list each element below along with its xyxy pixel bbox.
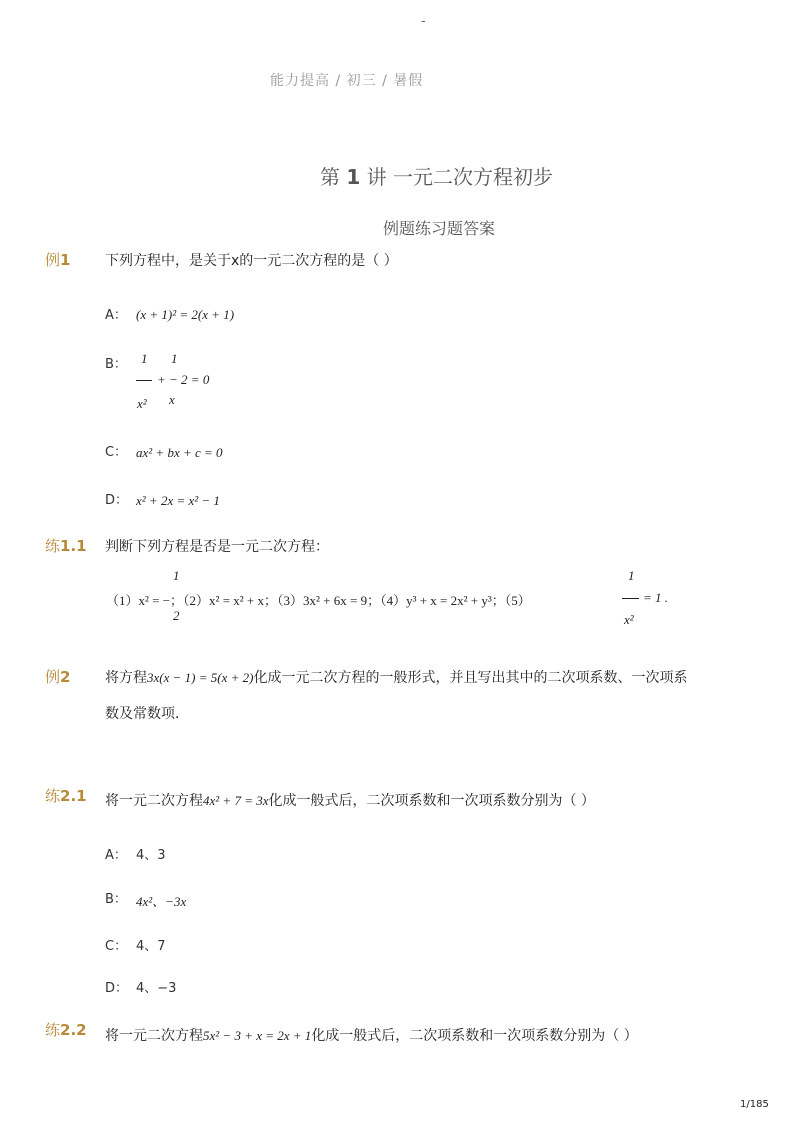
frac1-denominator: 2	[173, 608, 180, 623]
title-prefix: 第	[320, 165, 340, 189]
option-d-math: x² + 2x = x² − 1	[136, 493, 220, 508]
option-b-den1: x²	[137, 396, 147, 411]
practice-1-1-question: 判断下列方程是否是一元二次方程：	[105, 539, 329, 555]
frac1-numerator: 1	[173, 568, 180, 583]
example-1-label: 例1	[45, 251, 71, 269]
example-2-line-1: 将方程3x(x − 1) = 5(x + 2)化成一元二次方程的一般形式，并且写出其中的二次项系数、一次项系	[105, 670, 688, 686]
p21-option-a: 4、3	[136, 848, 166, 863]
p21-option-b: 4x²、−3x	[136, 894, 187, 909]
practice-2-2-question: 将一元二次方程5x² − 3 + x = 2x + 1化成一般式后，二次项系数和一次项系数分别为（ ）	[105, 1028, 638, 1044]
option-d-label: D：	[105, 493, 129, 508]
option-c-math: ax² + bx + c = 0	[136, 445, 223, 460]
option-a-math: (x + 1)² = 2(x + 1)	[136, 307, 235, 322]
option-c-label: C：	[105, 445, 128, 460]
practice-1-1-equations: （1）x² = −；（2）x² = x² + x；（3）3x² + 6x = 9；（4）y³ + x = 2x² + y³；（5）	[106, 593, 531, 608]
practice-2-2-label: 练2.2	[45, 1021, 87, 1039]
practice-1-1-tail: = 1 .	[643, 590, 669, 605]
p21-option-c-label: C：	[105, 939, 128, 954]
option-b-fraction-bar-1	[136, 380, 152, 381]
option-b-num2: 1	[171, 351, 178, 366]
frac2-numerator: 1	[628, 568, 635, 583]
page-title	[320, 161, 553, 190]
frac2-denominator: x²	[624, 612, 634, 627]
practice-2-1-label: 练2.1	[45, 787, 87, 805]
p21-option-c: 4、7	[136, 939, 166, 954]
title-number: 1	[346, 165, 361, 189]
practice-1-1-label: 练1.1	[45, 537, 87, 555]
option-b-label: B：	[105, 357, 127, 372]
frac2-bar	[622, 598, 639, 599]
example-2-line-2: 数及常数项．	[105, 706, 189, 722]
option-a-label: A：	[105, 308, 127, 323]
practice-2-1-question: 将一元二次方程4x² + 7 = 3x化成一般式后，二次项系数和一次项系数分别为（ ）	[105, 793, 595, 809]
p21-option-b-label: B：	[105, 892, 127, 907]
top-mark: -	[421, 14, 426, 29]
p21-option-d-label: D：	[105, 981, 129, 996]
page-number: 1/185	[740, 1099, 769, 1110]
section-subtitle: 例题练习题答案	[383, 219, 496, 238]
example-1-question: 下列方程中，是关于x的一元二次方程的是（ ）	[105, 253, 398, 269]
p21-option-d: 4、−3	[136, 981, 177, 996]
option-b-num1: 1	[141, 351, 148, 366]
breadcrumb: 能力提高 / 初三 / 暑假	[270, 73, 424, 89]
example-2-label: 例2	[45, 668, 71, 686]
option-b-den2: x	[169, 392, 175, 407]
title-suffix: 讲 一元二次方程初步	[366, 165, 553, 189]
p21-option-a-label: A：	[105, 848, 127, 863]
option-b-middle: + − 2 = 0	[157, 372, 210, 387]
